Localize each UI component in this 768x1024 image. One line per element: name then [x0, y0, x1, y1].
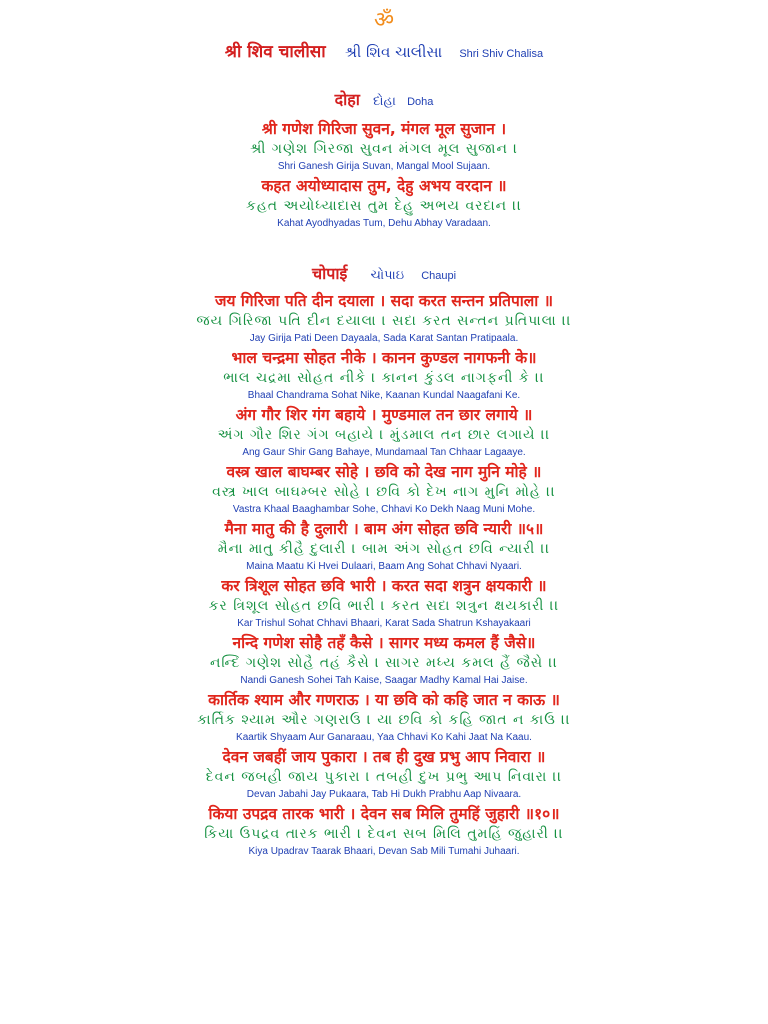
verse-gujarati: કાર્તિક શ્યામ ઔર ગણરાઉ । યા છવિ કો કહિ જાત ન કાઉ ।। — [197, 712, 571, 728]
verse-hindi: मैना मातु की है दुलारी । बाम अंग सोहत छवि न्यारी ॥५॥ — [224, 520, 544, 538]
verse-gujarati: દેવન જબહી જાય પુકારા । તબહી દુખ પ્રભુ આપ નિવારા ।। — [205, 769, 563, 785]
verse-english: Jay Girija Pati Deen Dayaala, Sada Karat Santan Pratipaala. — [249, 333, 519, 344]
verse-english: Nandi Ganesh Sohei Tah Kaise, Saagar Madhy Kamal Hai Jaise. — [240, 675, 528, 686]
verse-english: Devan Jabahi Jay Pukaara, Tab Hi Dukh Prabhu Aap Nivaara. — [246, 789, 522, 800]
verse-gujarati: જય ગિરિજા પતિ દીન દયાલા । સદા કરત સન્તન પ્રતિપાલા ।। — [196, 313, 572, 329]
chaupai-verse — [0, 290, 768, 347]
chaupai-heading — [0, 262, 768, 288]
verse-english: Kiya Upadrav Taarak Bhaari, Devan Sab Mili Tumahi Juhaari. — [248, 846, 520, 857]
verse-gujarati: ભાલ ચદ્રમા સોહત નીકે । કાનન કુંડલ નાગફની કે ।। — [223, 370, 545, 386]
chaupai-verse — [0, 461, 768, 518]
verse-english: Vastra Khaal Baaghambar Sohe, Chhavi Ko Dekh Naag Muni Mohe. — [232, 504, 536, 515]
doha-verse — [0, 118, 768, 175]
title-row — [0, 40, 768, 66]
verse-gujarati: શ્રી ગણેશ ગિરજા સુવન મંગલ મૂલ સુજાન । — [249, 141, 519, 157]
verse-hindi: कर त्रिशूल सोहत छवि भारी । करत सदा शत्रुन क्षयकारी ॥ — [221, 577, 547, 595]
verse-hindi: अंग गौर शिर गंग बहाये । मुण्डमाल तन छार लगाये ॥ — [235, 406, 533, 424]
verse-hindi: श्री गणेश गिरिजा सुवन, मंगल मूल सुजान । — [261, 120, 507, 138]
chaupai-verse — [0, 347, 768, 404]
chaupai-verses — [0, 290, 768, 860]
om-symbol: ॐ — [373, 8, 395, 33]
chaupai-verse — [0, 575, 768, 632]
chaupai-verse — [0, 632, 768, 689]
chaupai-verse — [0, 518, 768, 575]
title-gujarati: શ્રી શિવ ચાલીસા — [344, 43, 443, 61]
verse-english: Kaartik Shyaam Aur Ganaraau, Yaa Chhavi Ko Kahi Jaat Na Kaau. — [236, 732, 532, 743]
verse-hindi: नन्दि गणेश सोहै तहँ कैसे । सागर मध्य कमल हैं जैसे॥ — [232, 634, 536, 652]
verse-gujarati: મૈના માતુ કીહૈ દુલારી । બામ અંગ સોહત છવિ ન્યારી ।। — [217, 541, 551, 557]
verse-english: Maina Maatu Ki Hvei Dulaari, Baam Ang Sohat Chhavi Nyaari. — [246, 561, 522, 572]
verse-gujarati: કિયા ઉપદ્રવ તારક ભારી । દેવન સબ મિલિ તુમહિં જુહારી ।। — [204, 826, 564, 842]
title-english: Shri Shiv Chalisa — [459, 48, 544, 60]
verse-hindi: वस्त्र खाल बाघम्बर सोहे । छवि को देख नाग मुनि मोहे ॥ — [226, 463, 542, 481]
verse-gujarati: કહત અયોધ્યાદાસ તુમ દેહુ અભય વરદાન ।। — [245, 198, 523, 214]
doha-heading-english: Doha — [407, 96, 434, 108]
doha-verse — [0, 175, 768, 232]
verse-english: Kar Trishul Sohat Chhavi Bhaari, Karat Sada Shatrun Kshayakaari — [237, 618, 531, 629]
doha-heading-gujarati: દોહા — [373, 94, 396, 109]
verse-english: Kahat Ayodhyadas Tum, Dehu Abhay Varadaan. — [277, 218, 491, 229]
verse-hindi: किया उपद्रव तारक भारी । देवन सब मिलि तुमहिं जुहारी ॥१०॥ — [208, 805, 560, 823]
verse-gujarati: વસ્ત્ર ખાલ બાઘમ્બર સોહે । છવિ કો દેખ નાગ મુનિ મોહે ।। — [212, 484, 556, 500]
verse-hindi: भाल चन्द्रमा सोहत नीके । कानन कुण्डल नागफनी के॥ — [231, 349, 537, 367]
chaupai-heading-gujarati: ચોપાઇ — [370, 268, 405, 283]
verse-gujarati: અંગ ગૌર શિર ગંગ બહાયે । મુંડમાલ તન છાર લગાયે ।। — [217, 427, 551, 443]
chaupai-heading-english: Chaupi — [421, 270, 457, 282]
title-hindi: श्री शिव चालीसा — [224, 42, 326, 62]
doha-verses — [0, 118, 768, 232]
verse-hindi: कहत अयोध्यादास तुम, देहु अभय वरदान ॥ — [261, 177, 507, 195]
verse-gujarati: કર ત્રિશૂલ સોહત છવિ ભારી । કરત સદા શત્રુન ક્ષયકારી ।। — [208, 598, 560, 614]
chaupai-verse — [0, 404, 768, 461]
verse-hindi: कार्तिक श्याम और गणराऊ । या छवि को कहि जात न काऊ ॥ — [208, 691, 560, 709]
verse-english: Ang Gaur Shir Gang Bahaye, Mundamaal Tan Chhaar Lagaaye. — [242, 447, 526, 458]
verse-english: Shri Ganesh Girija Suvan, Mangal Mool Sujaan. — [277, 161, 491, 172]
chaupai-verse — [0, 746, 768, 803]
doha-heading — [0, 88, 768, 114]
verse-english: Bhaal Chandrama Sohat Nike, Kaanan Kundal Naagafani Ke. — [247, 390, 521, 401]
chaupai-heading-hindi: चोपाई — [311, 264, 348, 283]
verse-hindi: देवन जबहीं जाय पुकारा । तब ही दुख प्रभु आप निवारा ॥ — [222, 748, 546, 766]
chaupai-verse — [0, 689, 768, 746]
verse-gujarati: નન્દિ ગણેશ સોહૈ તહં કૈસે । સાગર મધ્ય કમલ હૈં જૈસે ।। — [209, 655, 559, 671]
verse-hindi: जय गिरिजा पति दीन दयाला । सदा करत सन्तन प्रतिपाला ॥ — [215, 292, 553, 310]
doha-heading-hindi: दोहा — [334, 90, 360, 109]
chaupai-verse — [0, 803, 768, 860]
